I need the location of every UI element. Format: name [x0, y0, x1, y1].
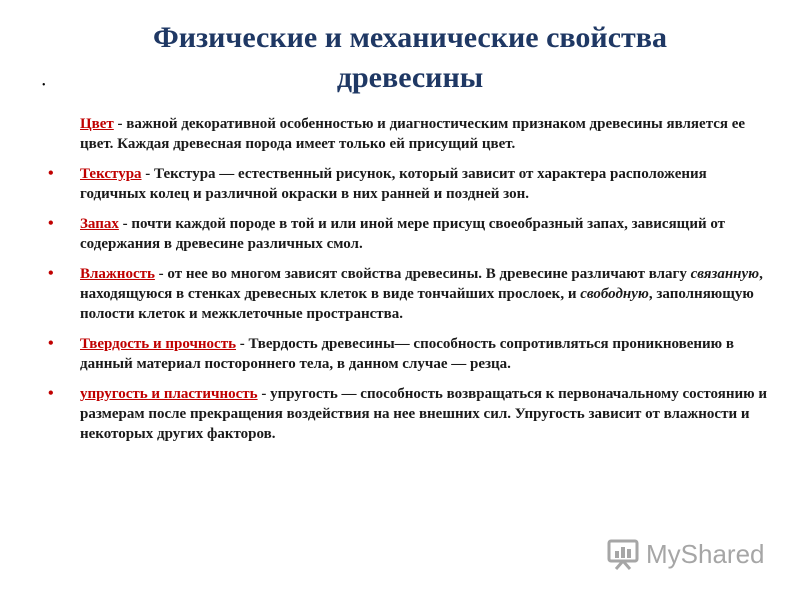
item-text: упругость — способность возвращаться к первоначальному состоянию и размерам после прекращения воздействия на нее внешних сил. Упругость зависит от влажности и некоторых других факторов.	[80, 386, 767, 442]
term-smell: Запах	[80, 216, 119, 232]
list-item-texture	[48, 164, 768, 204]
bullet-marker: •	[48, 385, 54, 402]
emphasis-bound: связанную	[690, 266, 760, 282]
presentation-chart-icon	[606, 537, 640, 571]
bullet-marker: •	[48, 165, 54, 182]
logo-text: MyShared	[646, 538, 765, 569]
bullet-marker: •	[48, 265, 54, 282]
term-separator: -	[257, 386, 271, 402]
term-separator: -	[141, 166, 155, 182]
bullet-marker: •	[48, 215, 54, 232]
list-item-elasticity	[48, 384, 768, 444]
item-text: Твердость древесины— способность сопротивляться проникновению в данный материал постороннего тела, в данном случае — резца.	[80, 336, 734, 372]
list-item-hardness	[48, 334, 768, 374]
slide-title: Физические и механические свойства древесины	[153, 21, 667, 94]
item-text: почти каждой породе в той и или иной мере присущ своеобразный запах, зависящий от содержания в древесине различных смол.	[80, 216, 726, 252]
term-texture: Текстура	[80, 166, 142, 182]
item-text: , заполняющую полости клеток и межклеточные пространства.	[80, 286, 754, 322]
term-separator: -	[154, 266, 168, 282]
item-text: Текстура — естественный рисунок, который зависит от характера расположения годичных колец и различной окраски в них ранней и поздней зон.	[80, 166, 707, 202]
myshared-logo[interactable]	[606, 536, 765, 572]
properties-list	[48, 114, 768, 454]
item-text: важной декоративной особенностью и диагностическим признаком древесины является ее цвет. Каждая древесная порода имеет только ей присущий цвет.	[80, 116, 746, 152]
term-separator: -	[118, 216, 132, 232]
title-bullet-dot: •	[42, 80, 46, 91]
term-moisture: Влажность	[80, 266, 155, 282]
item-text: , находящуюся в стенках древесных клеток в виде тончайших прослоек, и	[80, 266, 763, 302]
emphasis-free: свободную	[580, 286, 649, 302]
list-item-color	[48, 114, 768, 154]
term-separator: -	[113, 116, 127, 132]
list-item-moisture	[48, 264, 768, 324]
term-hardness: Твердость и прочность	[80, 336, 237, 352]
term-separator: -	[236, 336, 249, 352]
bullet-marker: •	[48, 335, 54, 352]
term-color: Цвет	[80, 116, 114, 132]
term-elasticity: упругость и пластичность	[80, 386, 258, 402]
list-item-smell	[48, 214, 768, 254]
item-text: от нее во многом зависят свойства древесины. В древесине различают влагу	[167, 266, 691, 282]
